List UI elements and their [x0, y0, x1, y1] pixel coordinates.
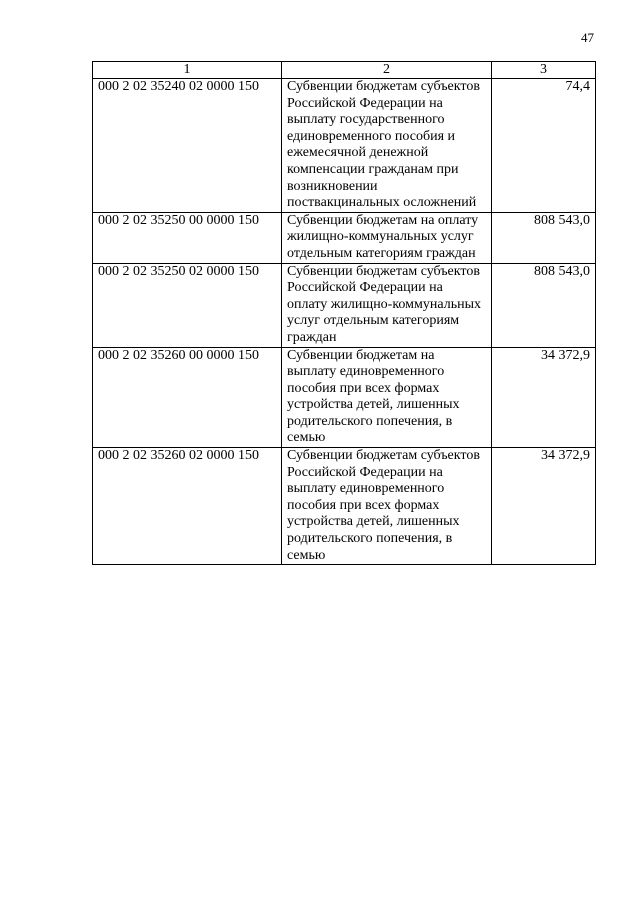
table-row	[93, 347, 596, 448]
page-number: 47	[581, 30, 594, 45]
amount-cell: 34 372,9	[492, 448, 596, 565]
description-cell: Субвенции бюджетам на выплату единовременного пособия при всех формах устройства детей, лишенных родительского попечения, в семью	[282, 347, 492, 448]
budget-code-cell: 000 2 02 35260 00 0000 150	[93, 347, 282, 448]
amount-cell: 808 543,0	[492, 263, 596, 347]
table-row	[93, 263, 596, 347]
budget-code-cell: 000 2 02 35240 02 0000 150	[93, 79, 282, 213]
budget-table	[92, 61, 596, 565]
amount-cell: 74,4	[492, 79, 596, 213]
budget-code-cell: 000 2 02 35250 00 0000 150	[93, 212, 282, 263]
table-row	[93, 79, 596, 213]
column-header-3: 3	[492, 62, 596, 79]
table-header-row	[93, 62, 596, 79]
budget-code-cell: 000 2 02 35260 02 0000 150	[93, 448, 282, 565]
table-row	[93, 448, 596, 565]
amount-cell: 34 372,9	[492, 347, 596, 448]
description-cell: Субвенции бюджетам субъектов Российской Федерации на выплату государственного единовременного пособия и ежемесячной денежной компенсации гражданам при возникновении поствакцинальных осложнений	[282, 79, 492, 213]
description-cell: Субвенции бюджетам субъектов Российской Федерации на оплату жилищно-коммунальных услуг отдельным категориям граждан	[282, 263, 492, 347]
column-header-2: 2	[282, 62, 492, 79]
budget-code-cell: 000 2 02 35250 02 0000 150	[93, 263, 282, 347]
table-row	[93, 212, 596, 263]
column-header-1: 1	[93, 62, 282, 79]
description-cell: Субвенции бюджетам на оплату жилищно-коммунальных услуг отдельным категориям граждан	[282, 212, 492, 263]
description-cell: Субвенции бюджетам субъектов Российской Федерации на выплату единовременного пособия при всех формах устройства детей, лишенных родительского попечения, в семью	[282, 448, 492, 565]
amount-cell: 808 543,0	[492, 212, 596, 263]
